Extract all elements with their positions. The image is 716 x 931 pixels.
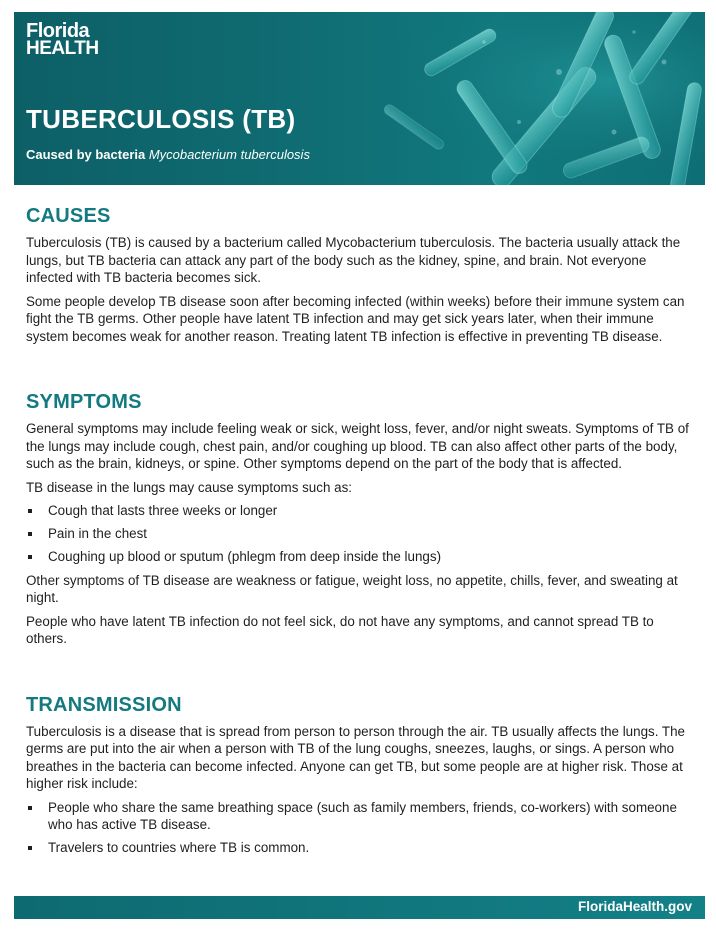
list-item-text: Travelers to countries where TB is common. — [48, 840, 310, 855]
transmission-list — [26, 799, 696, 857]
transmission-heading: TRANSMISSION — [26, 693, 182, 716]
page-subtitle — [26, 147, 310, 162]
list-item-text: Cough that lasts three weeks or longer — [48, 503, 278, 518]
list-item-text: People who share the same breathing space (such as family members, friends, co-workers) with someone who has active TB disease. — [48, 799, 677, 832]
bullet-icon — [28, 806, 32, 810]
header-banner — [14, 12, 705, 185]
symptoms-heading: SYMPTOMS — [26, 391, 142, 413]
list-item — [26, 799, 696, 834]
causes-section — [26, 205, 696, 345]
list-item — [26, 839, 696, 857]
list-item-text: Pain in the chest — [48, 526, 148, 541]
bullet-icon — [28, 509, 32, 513]
main-content — [26, 205, 696, 863]
bullet-icon — [28, 532, 32, 536]
symptoms-paragraph-4: People who have latent TB infection do not feel sick, do not have any symptoms, and cannot spread TB to others. — [26, 613, 654, 646]
subtitle-text: Caused by bacteria — [26, 147, 149, 162]
transmission-section — [26, 694, 696, 857]
symptoms-list — [26, 502, 696, 566]
list-item-text: Coughing up blood or sputum (phlegm from deep inside the lungs) — [48, 549, 442, 564]
causes-paragraph-1: Tuberculosis (TB) is caused by a bacterium called Mycobacterium tuberculosis. The bacteria usually attack the lungs, but TB bacteria can attack any part of the body such as the kidney, spine, and brain. Not everyone infected with TB bacteria becomes sick. — [26, 235, 681, 285]
page-title: TUBERCULOSIS (TB) — [26, 104, 296, 134]
list-item — [26, 502, 696, 520]
logo-line-2: HEALTH — [26, 38, 99, 59]
logo-line-1: Florida — [26, 20, 90, 42]
footer-bar — [14, 896, 705, 919]
causes-paragraph-2: Some people develop TB disease soon after becoming infected (within weeks) before their immune system can fight the TB germs. Other people have latent TB infection and may get sick years later, when their immune system becomes weak for another reason. Treating latent TB infection is effective in preventing TB disease. — [26, 293, 685, 344]
list-item — [26, 548, 696, 566]
symptoms-paragraph-2: TB disease in the lungs may cause symptoms such as: — [26, 479, 352, 495]
footer-website-link[interactable]: FloridaHealth.gov — [577, 899, 692, 914]
bullet-icon — [28, 846, 32, 850]
symptoms-paragraph-3: Other symptoms of TB disease are weakness or fatigue, weight loss, no appetite, chills, fever, and sweating at night. — [26, 572, 678, 605]
symptoms-section — [26, 391, 696, 648]
symptoms-paragraph-1: General symptoms may include feeling weak or sick, weight loss, fever, and/or night sweats. Symptoms of TB of the lungs may include cough, chest pain, and/or coughing up blood. TB can also affect other parts of the body, such as the brain, kidneys, or spine. Other symptoms depend on the part of the body that is affected. — [26, 421, 689, 471]
florida-health-logo[interactable] — [26, 22, 99, 58]
causes-heading: CAUSES — [26, 205, 111, 227]
transmission-paragraph-1: Tuberculosis is a disease that is spread from person to person through the air. TB usually affects the lungs. The germs are put into the air when a person with TB of the lung coughs, sneezes, laughs, or sings. A person who breathes in the bacteria can become infected. Anyone can get TB, but some people are at higher risk. Those at higher risk include: — [26, 723, 685, 791]
subtitle-species: Mycobacterium tuberculosis — [148, 147, 310, 162]
bullet-icon — [28, 555, 32, 559]
list-item — [26, 525, 696, 543]
